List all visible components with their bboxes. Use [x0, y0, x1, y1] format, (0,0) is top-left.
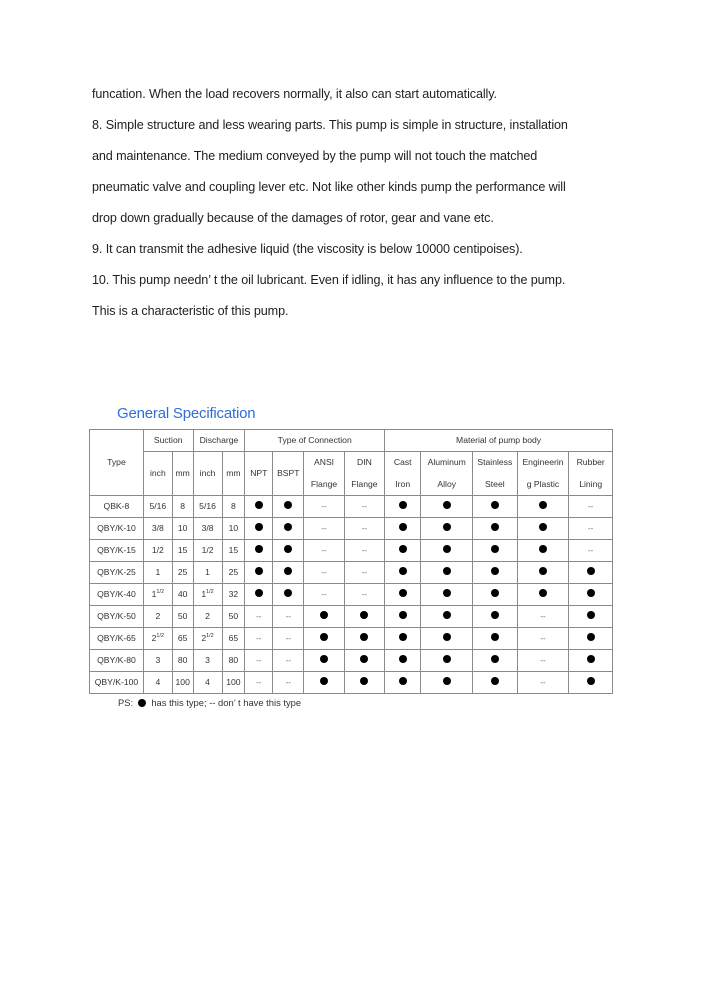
engineering-plastic-cell — [517, 606, 569, 628]
table-subheader-row — [90, 452, 613, 496]
suction-mm-cell: 10 — [172, 518, 193, 540]
discharge-inch-cell — [193, 496, 222, 518]
cast-iron-cell — [385, 584, 421, 606]
has-type-dot-icon — [443, 633, 451, 641]
aluminum-alloy-cell — [421, 496, 473, 518]
suction-inch-cell-value: 4 — [155, 676, 161, 687]
connection-header: Type of Connection — [245, 430, 385, 452]
rubber-label-2: Lining — [579, 478, 603, 489]
discharge-inch-cell-value: 5/16 — [199, 500, 216, 511]
rubber-label: Rubber — [576, 457, 605, 467]
note-none-text: -- don’ t have this type — [209, 697, 302, 708]
suction-inch-cell — [143, 606, 172, 628]
rubber-lining-cell — [569, 584, 613, 606]
has-type-dot-icon — [443, 589, 451, 597]
cast-iron-cell — [385, 672, 421, 694]
has-type-dot-icon — [360, 633, 368, 641]
din-flange-cell — [344, 584, 384, 606]
engineering-plastic-header — [517, 452, 569, 496]
suction-mm-cell: 25 — [172, 562, 193, 584]
suction-inch-cell-fraction: 1/2 — [156, 633, 165, 640]
no-type-dash: -- — [361, 501, 368, 511]
npt-cell — [245, 518, 273, 540]
paragraph-line: 9. It can transmit the adhesive liquid (the viscosity is below 10000 centipoises). — [92, 242, 523, 256]
has-type-dot-icon — [360, 611, 368, 619]
npt-cell — [245, 496, 273, 518]
has-type-dot-icon — [284, 501, 292, 509]
suction-inch-cell-value: 3/8 — [151, 522, 164, 533]
rubber-lining-header — [569, 452, 613, 496]
suction-inch-cell-value: 1 — [151, 589, 157, 600]
has-type-dot-icon — [443, 545, 451, 553]
rubber-lining-cell — [569, 518, 613, 540]
has-type-dot-icon — [360, 655, 368, 663]
aluminum-label-2: Alloy — [437, 478, 457, 489]
type-cell: QBY/K-15 — [90, 540, 144, 562]
has-type-dot-icon — [399, 501, 407, 509]
no-type-dash: -- — [321, 589, 327, 599]
cast-iron-cell — [385, 606, 421, 628]
ansi-flange-cell — [304, 496, 344, 518]
discharge-inch-cell-value: 1 — [201, 589, 207, 600]
cast-iron-cell — [385, 650, 421, 672]
rubber-lining-cell — [569, 672, 613, 694]
suction-mm-cell: 100 — [172, 672, 193, 694]
bspt-cell — [273, 672, 304, 694]
has-type-dot-icon — [255, 501, 263, 509]
discharge-mm-cell: 10 — [222, 518, 245, 540]
stainless-steel-cell — [473, 496, 518, 518]
paragraph-line: This is a characteristic of this pump. — [92, 304, 289, 318]
suction-inch-cell-value: 2 — [151, 633, 157, 644]
has-type-dot-icon — [320, 633, 328, 641]
rubber-lining-cell — [569, 628, 613, 650]
engineering-plastic-cell — [517, 496, 569, 518]
din-flange-cell — [344, 628, 384, 650]
has-type-dot-icon — [587, 677, 595, 685]
has-type-dot-icon — [399, 677, 407, 685]
has-type-dot-icon — [399, 567, 407, 575]
table-row — [90, 562, 613, 584]
has-type-dot-icon — [255, 567, 263, 575]
cast-iron-header — [385, 452, 421, 496]
discharge-inch-header: inch — [193, 452, 222, 496]
type-cell: QBY/K-65 — [90, 628, 144, 650]
type-cell: QBY/K-80 — [90, 650, 144, 672]
legend-note — [118, 697, 301, 708]
suction-header: Suction — [143, 430, 193, 452]
ansi-flange-cell — [304, 650, 344, 672]
bspt-cell — [273, 606, 304, 628]
stainless-steel-cell — [473, 628, 518, 650]
npt-header: NPT — [245, 452, 273, 496]
table-row — [90, 628, 613, 650]
has-type-dot-icon — [539, 545, 547, 553]
aluminum-alloy-cell — [421, 584, 473, 606]
bspt-cell — [273, 650, 304, 672]
bspt-cell — [273, 496, 304, 518]
stainless-steel-cell — [473, 562, 518, 584]
no-type-dash: -- — [540, 633, 546, 643]
material-header: Material of pump body — [385, 430, 613, 452]
suction-inch-cell — [143, 540, 172, 562]
no-type-dash: -- — [285, 611, 291, 621]
specification-table — [89, 429, 613, 694]
npt-cell — [245, 562, 273, 584]
has-type-dot-icon — [539, 523, 547, 531]
paragraph-line: 10. This pump needn’ t the oil lubricant. Even if idling, it has any influence to the pump. — [92, 273, 566, 287]
din-flange-cell — [344, 518, 384, 540]
section-title: General Specification — [117, 405, 256, 422]
has-type-dot-icon — [399, 523, 407, 531]
ansi-flange-cell — [304, 540, 344, 562]
stainless-steel-header — [473, 452, 518, 496]
rubber-lining-cell — [569, 496, 613, 518]
suction-mm-cell: 40 — [172, 584, 193, 606]
has-type-dot-icon — [320, 677, 328, 685]
no-type-dash: -- — [588, 545, 594, 555]
discharge-mm-cell: 65 — [222, 628, 245, 650]
has-type-dot-icon — [539, 567, 547, 575]
no-type-dash: -- — [285, 677, 291, 687]
has-type-dot-icon — [587, 633, 595, 641]
has-type-dot-icon — [399, 655, 407, 663]
ansi-flange-header — [304, 452, 344, 496]
table-row — [90, 650, 613, 672]
discharge-mm-header: mm — [222, 452, 245, 496]
bspt-header: BSPT — [273, 452, 304, 496]
has-type-dot-icon — [443, 501, 451, 509]
has-type-dot-icon — [399, 589, 407, 597]
type-cell: QBY/K-10 — [90, 518, 144, 540]
table-row — [90, 672, 613, 694]
has-type-dot-icon — [320, 611, 328, 619]
rubber-lining-cell — [569, 650, 613, 672]
ansi-flange-cell — [304, 518, 344, 540]
stainless-label: Stainless — [477, 457, 513, 467]
paragraph-line: drop down gradually because of the damages of rotor, gear and vane etc. — [92, 211, 494, 225]
discharge-mm-cell: 32 — [222, 584, 245, 606]
suction-mm-cell: 65 — [172, 628, 193, 650]
discharge-inch-cell-value: 2 — [201, 633, 207, 644]
engineering-plastic-cell — [517, 628, 569, 650]
suction-inch-cell-value: 5/16 — [149, 500, 167, 511]
no-type-dash: -- — [361, 567, 368, 577]
cast-iron-cell — [385, 540, 421, 562]
discharge-mm-cell: 8 — [222, 496, 245, 518]
paragraph-line: and maintenance. The medium conveyed by the pump will not touch the matched — [92, 149, 538, 163]
has-type-dot-icon — [587, 611, 595, 619]
ansi-flange-cell — [304, 606, 344, 628]
discharge-inch-cell-value: 4 — [205, 676, 210, 687]
has-type-dot-icon — [491, 677, 499, 685]
no-type-dash: -- — [321, 501, 327, 511]
stainless-steel-cell — [473, 672, 518, 694]
has-type-dot-icon — [491, 545, 499, 553]
discharge-inch-cell — [193, 628, 222, 650]
no-type-dash: -- — [256, 677, 262, 687]
suction-mm-cell: 15 — [172, 540, 193, 562]
bspt-cell — [273, 540, 304, 562]
engineering-label-2: g Plastic — [526, 478, 560, 489]
has-type-dot-icon — [443, 611, 451, 619]
no-type-dash: -- — [540, 677, 546, 687]
suction-inch-cell-value: 2 — [155, 610, 161, 621]
suction-inch-cell — [143, 562, 172, 584]
din-label-2: Flange — [351, 478, 378, 489]
table-row — [90, 540, 613, 562]
suction-inch-cell — [143, 496, 172, 518]
paragraph-line: funcation. When the load recovers normally, it also can start automatically. — [92, 87, 497, 101]
suction-mm-cell: 8 — [172, 496, 193, 518]
type-cell: QBY/K-25 — [90, 562, 144, 584]
discharge-inch-cell-fraction: 1/2 — [206, 589, 214, 596]
suction-mm-cell: 50 — [172, 606, 193, 628]
discharge-inch-cell — [193, 584, 222, 606]
no-type-dash: -- — [321, 545, 327, 555]
has-type-dot-icon — [360, 677, 368, 685]
has-type-dot-icon — [491, 633, 499, 641]
discharge-inch-cell — [193, 540, 222, 562]
bspt-cell — [273, 518, 304, 540]
discharge-inch-cell — [193, 518, 222, 540]
has-type-dot-icon — [284, 567, 292, 575]
has-type-dot-icon — [284, 523, 292, 531]
no-type-dash: -- — [285, 655, 291, 665]
din-flange-cell — [344, 650, 384, 672]
engineering-plastic-cell — [517, 584, 569, 606]
din-flange-cell — [344, 562, 384, 584]
aluminum-alloy-header — [421, 452, 473, 496]
engineering-plastic-cell — [517, 540, 569, 562]
discharge-inch-cell-value: 3/8 — [201, 522, 214, 533]
no-type-dash: -- — [540, 611, 546, 621]
rubber-lining-cell — [569, 606, 613, 628]
stainless-steel-cell — [473, 606, 518, 628]
has-type-dot-icon — [399, 545, 407, 553]
no-type-dash: -- — [588, 501, 594, 511]
has-type-dot-icon — [539, 501, 547, 509]
table-row — [90, 584, 613, 606]
no-type-dash: -- — [321, 523, 327, 533]
npt-cell — [245, 672, 273, 694]
suction-inch-cell — [143, 672, 172, 694]
has-type-dot-icon — [138, 699, 146, 707]
type-cell: QBY/K-40 — [90, 584, 144, 606]
aluminum-alloy-cell — [421, 650, 473, 672]
note-prefix: PS: — [118, 697, 134, 708]
has-type-dot-icon — [491, 611, 499, 619]
discharge-mm-cell: 100 — [222, 672, 245, 694]
npt-cell — [245, 540, 273, 562]
cast-iron-cell — [385, 496, 421, 518]
cast-label-2: Iron — [395, 478, 411, 489]
has-type-dot-icon — [255, 589, 263, 597]
din-flange-header — [344, 452, 384, 496]
aluminum-label: Aluminum — [427, 457, 466, 467]
has-type-dot-icon — [491, 589, 499, 597]
has-type-dot-icon — [443, 677, 451, 685]
no-type-dash: -- — [588, 523, 594, 533]
din-flange-cell — [344, 672, 384, 694]
discharge-inch-cell — [193, 650, 222, 672]
note-has-text: has this type; — [151, 697, 207, 708]
aluminum-alloy-cell — [421, 606, 473, 628]
table-body — [90, 496, 613, 694]
has-type-dot-icon — [491, 523, 499, 531]
engineering-plastic-cell — [517, 562, 569, 584]
discharge-mm-cell: 25 — [222, 562, 245, 584]
paragraph-line: pneumatic valve and coupling lever etc. Not like other kinds pump the performance will — [92, 180, 566, 194]
type-header: Type — [90, 430, 144, 496]
has-type-dot-icon — [443, 655, 451, 663]
suction-inch-cell — [143, 518, 172, 540]
has-type-dot-icon — [587, 589, 595, 597]
cast-iron-cell — [385, 562, 421, 584]
stainless-steel-cell — [473, 540, 518, 562]
npt-cell — [245, 628, 273, 650]
suction-inch-cell-value: 1/2 — [151, 544, 164, 555]
npt-cell — [245, 606, 273, 628]
suction-inch-cell-fraction: 1/2 — [156, 589, 165, 596]
has-type-dot-icon — [491, 655, 499, 663]
no-type-dash: -- — [361, 589, 368, 599]
discharge-inch-cell-value: 1/2 — [201, 544, 214, 555]
cast-label: Cast — [393, 457, 412, 467]
bspt-cell — [273, 628, 304, 650]
discharge-mm-cell: 50 — [222, 606, 245, 628]
no-type-dash: -- — [361, 545, 368, 555]
engineering-plastic-cell — [517, 518, 569, 540]
has-type-dot-icon — [443, 567, 451, 575]
suction-inch-cell — [143, 650, 172, 672]
no-type-dash: -- — [256, 633, 262, 643]
no-type-dash: -- — [285, 633, 291, 643]
ansi-label: ANSI — [314, 457, 335, 467]
ansi-flange-cell — [304, 628, 344, 650]
aluminum-alloy-cell — [421, 562, 473, 584]
no-type-dash: -- — [256, 655, 262, 665]
stainless-label-2: Steel — [485, 478, 505, 489]
suction-inch-cell-value: 3 — [155, 654, 161, 665]
suction-inch-cell — [143, 628, 172, 650]
table-row — [90, 496, 613, 518]
engineering-plastic-cell — [517, 650, 569, 672]
type-cell: QBY/K-50 — [90, 606, 144, 628]
stainless-steel-cell — [473, 584, 518, 606]
bspt-cell — [273, 584, 304, 606]
has-type-dot-icon — [284, 545, 292, 553]
has-type-dot-icon — [255, 523, 263, 531]
suction-mm-header: mm — [172, 452, 193, 496]
engineering-label: Engineerin — [522, 457, 564, 467]
cast-iron-cell — [385, 628, 421, 650]
type-cell: QBK-8 — [90, 496, 144, 518]
din-label: DIN — [357, 457, 372, 467]
no-type-dash: -- — [321, 567, 327, 577]
discharge-inch-cell — [193, 606, 222, 628]
has-type-dot-icon — [443, 523, 451, 531]
type-cell: QBY/K-100 — [90, 672, 144, 694]
has-type-dot-icon — [587, 567, 595, 575]
rubber-lining-cell — [569, 540, 613, 562]
suction-inch-cell-value: 1 — [155, 566, 161, 577]
aluminum-alloy-cell — [421, 628, 473, 650]
discharge-inch-cell — [193, 562, 222, 584]
aluminum-alloy-cell — [421, 672, 473, 694]
no-type-dash: -- — [256, 611, 262, 621]
discharge-mm-cell: 15 — [222, 540, 245, 562]
suction-inch-cell — [143, 584, 172, 606]
table-row — [90, 518, 613, 540]
has-type-dot-icon — [284, 589, 292, 597]
npt-cell — [245, 584, 273, 606]
no-type-dash: -- — [361, 523, 368, 533]
discharge-inch-cell-value: 2 — [205, 610, 210, 621]
rubber-lining-cell — [569, 562, 613, 584]
discharge-inch-cell-fraction: 1/2 — [206, 633, 214, 640]
has-type-dot-icon — [399, 633, 407, 641]
bspt-cell — [273, 562, 304, 584]
discharge-inch-cell-value: 3 — [205, 654, 210, 665]
stainless-steel-cell — [473, 650, 518, 672]
discharge-header: Discharge — [193, 430, 245, 452]
cast-iron-cell — [385, 518, 421, 540]
table-header-row — [90, 430, 613, 452]
has-type-dot-icon — [491, 567, 499, 575]
din-flange-cell — [344, 496, 384, 518]
has-type-dot-icon — [255, 545, 263, 553]
discharge-mm-cell: 80 — [222, 650, 245, 672]
ansi-flange-cell — [304, 672, 344, 694]
din-flange-cell — [344, 540, 384, 562]
has-type-dot-icon — [587, 655, 595, 663]
no-type-dash: -- — [540, 655, 546, 665]
npt-cell — [245, 650, 273, 672]
has-type-dot-icon — [320, 655, 328, 663]
din-flange-cell — [344, 606, 384, 628]
has-type-dot-icon — [399, 611, 407, 619]
suction-inch-header: inch — [143, 452, 172, 496]
engineering-plastic-cell — [517, 672, 569, 694]
table-row — [90, 606, 613, 628]
has-type-dot-icon — [491, 501, 499, 509]
ansi-flange-cell — [304, 584, 344, 606]
paragraph-line: 8. Simple structure and less wearing parts. This pump is simple in structure, installation — [92, 118, 568, 132]
suction-mm-cell: 80 — [172, 650, 193, 672]
ansi-flange-cell — [304, 562, 344, 584]
has-type-dot-icon — [539, 589, 547, 597]
stainless-steel-cell — [473, 518, 518, 540]
aluminum-alloy-cell — [421, 540, 473, 562]
aluminum-alloy-cell — [421, 518, 473, 540]
discharge-inch-cell-value: 1 — [205, 566, 210, 577]
ansi-label-2: Flange — [310, 478, 338, 489]
discharge-inch-cell — [193, 672, 222, 694]
